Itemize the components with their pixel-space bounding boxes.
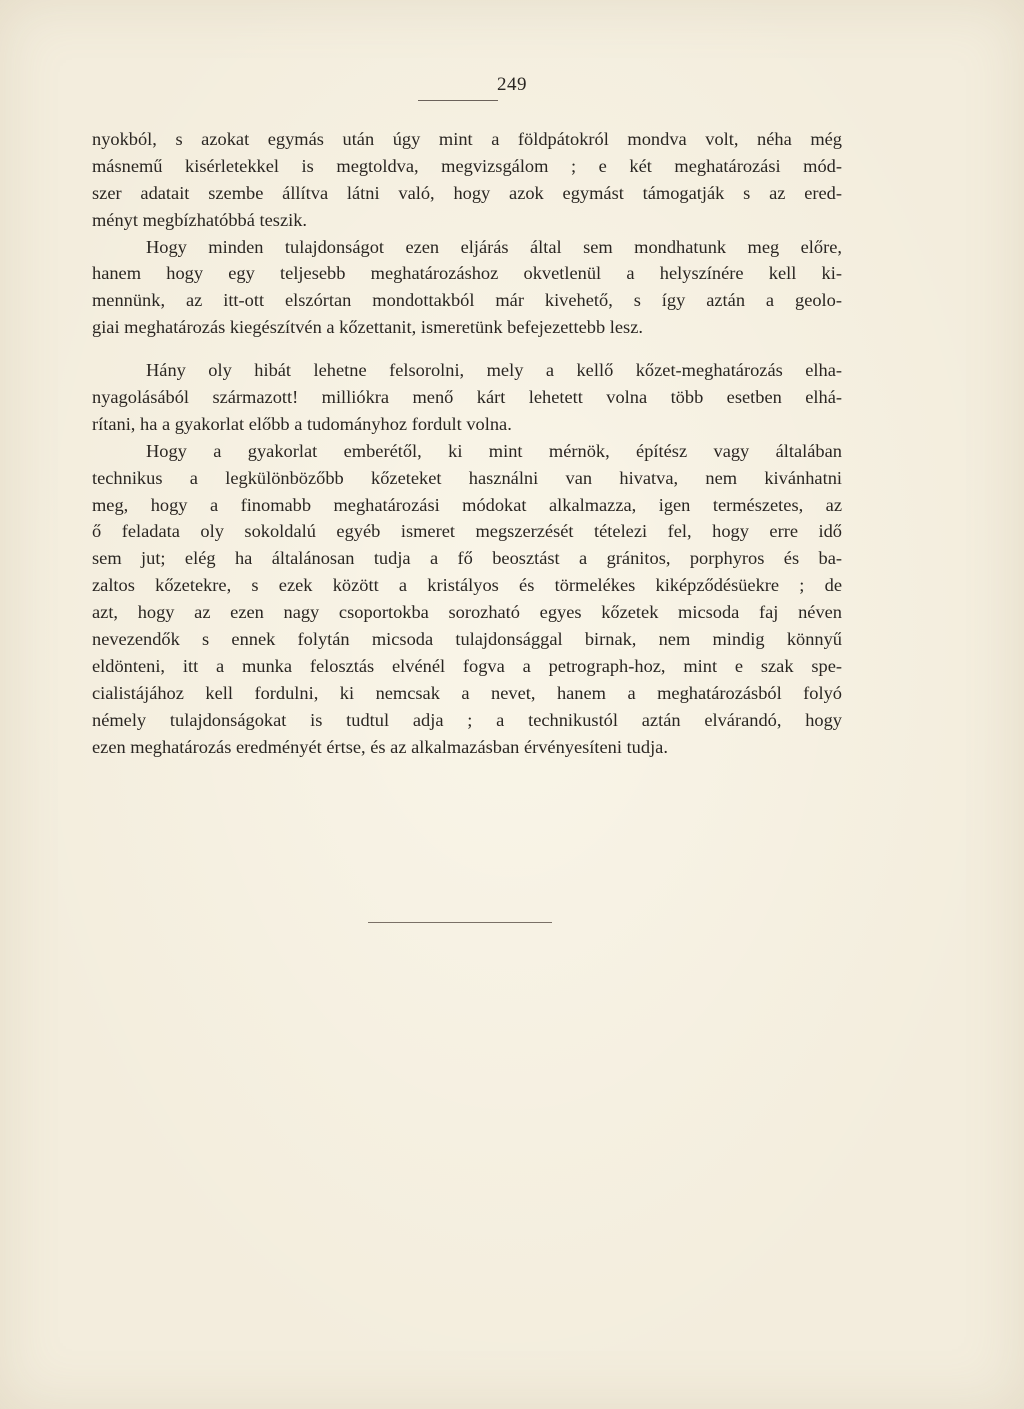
end-rule [368, 922, 552, 923]
page-number: 249 [497, 74, 527, 95]
body-text [92, 126, 842, 760]
text-line: Hogy minden tulajdonságot ezen eljárás által sem mondhatunk meg előre, [146, 236, 842, 257]
paragraph [92, 126, 842, 234]
text-line: giai meghatározás kiegészítvén a kőzettanit, ismeretünk befejezettebb lesz. [92, 317, 643, 338]
text-line: rítani, ha a gyakorlat előbb a tudományhoz fordult volna. [92, 413, 512, 434]
text-line: meg, hogy a finomabb meghatározási módokat alkalmazza, igen természetes, az [92, 494, 842, 515]
text-line: technikus a legkülönbözőbb kőzeteket használni van hivatva, nem kivánhatni [92, 467, 842, 488]
text-line: cialistájához kell fordulni, ki nemcsak a nevet, hanem a meghatározásból folyó [92, 682, 842, 703]
paragraph [92, 438, 842, 761]
paragraph-gap [92, 341, 842, 357]
text-line: nyokból, s azokat egymás után úgy mint a földpátokról mondva volt, néha még [92, 129, 842, 149]
text-line: Hogy a gyakorlat emberétől, ki mint mérnök, építész vagy általában [146, 440, 842, 461]
text-line: nevezendők s ennek folytán micsoda tulajdonsággal birnak, nem mindig könnyű [92, 629, 842, 650]
text-line: hanem hogy egy teljesebb meghatározáshoz okvetlenül a helyszínére kell ki- [92, 263, 842, 284]
text-line: némely tulajdonságokat is tudtul adja ; a technikustól aztán elvárandó, hogy [92, 709, 842, 730]
text-line: Hány oly hibát lehetne felsorolni, mely a kellő kőzet-meghatározás elha- [146, 360, 842, 381]
text-line: zaltos kőzetekre, s ezek között a kristályos és törmelékes kiképződésüekre ; de [92, 575, 842, 596]
text-line: azt, hogy az ezen nagy csoportokba sorozható egyes kőzetek micsoda faj néven [92, 602, 842, 623]
text-line: nyagolásából származott! milliókra menő kárt lehetett volna több esetben elhá- [92, 387, 842, 408]
text-line: eldönteni, itt a munka felosztás elvénél fogva a petrograph-hoz, mint e szak spe- [92, 655, 842, 676]
text-line: szer adatait szembe állítva látni való, hogy azok egymást támogatják s az ered- [92, 182, 842, 203]
text-line: ményt megbízhatóbbá teszik. [92, 209, 308, 230]
paragraph [92, 357, 842, 438]
text-line: mennünk, az itt-ott elszórtan mondottakból már kivehető, s így aztán a geolo- [92, 290, 842, 311]
text-line: sem jut; elég ha általánosan tudja a fő beosztást a gránitos, porphyros és ba- [92, 548, 842, 569]
text-line: ezen meghatározás eredményét értse, és az alkalmazásban érvényesíteni tudja. [92, 736, 668, 757]
header-rule [418, 100, 498, 101]
text-line: másnemű kisérletekkel is megtoldva, megvizsgálom ; e két meghatározási mód- [92, 155, 842, 176]
text-line: ő feladata oly sokoldalú egyéb ismeret megszerzését tételezi fel, hogy erre idő [92, 521, 842, 542]
paragraph [92, 234, 842, 342]
